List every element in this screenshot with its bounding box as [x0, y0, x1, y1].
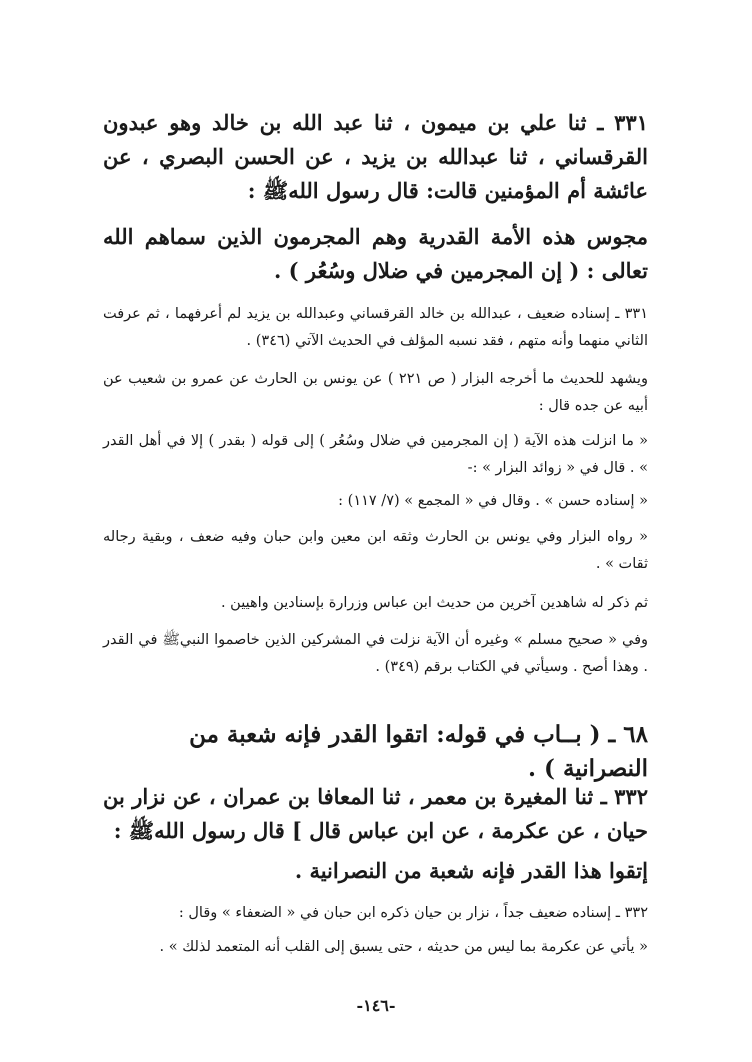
- hadith-332-matn: إتقوا هذا القدر فإنه شعبة من النصرانية .: [294, 858, 648, 883]
- note-331-muslim: وفي « صحيح مسلم » وغيره أن الآية نزلت في المشركين الذين خاصموا النبيﷺ في القدر . وهذا أصح . وسيأتي في الكتاب برقم (٣٤٩) .: [103, 632, 648, 675]
- note-331-quote: « ما انزلت هذه الآية ( إن المجرمين في ضلال وسُعُر ) إلى قوله ( بقدر ) إلا في أهل القدر » . قال في « زوائد البزار » :-: [103, 433, 648, 476]
- note-332-grading: ٣٣٢ ـ إسناده ضعيف جداً ، نزار بن حيان ذكره ابن حبان في « الضعفاء » وقال :: [178, 905, 648, 921]
- note-331-majma: « إسناده حسن » . وقال في « المجمع » (٧/ ١١٧) :: [338, 493, 648, 509]
- hadith-331-matn: مجوس هذه الأمة القدرية وهم المجرمون الذين سماهم الله تعالى : ( إن المجرمين في ضلال وسُعُر ) .: [103, 224, 648, 283]
- note-332-quote: « يأتي عن عكرمة بما ليس من حديثه ، حتى يسبق إلى القلب أنه المتعمد لذلك » .: [159, 939, 648, 955]
- chapter-68-heading: ٦٨ ـ ( بــاب في قوله: اتقوا القدر فإنه شعبة من النصرانية ) .: [189, 721, 648, 782]
- note-331-other-witnesses: ثم ذكر له شاهدين آخرين من حديث ابن عباس وزرارة بإسنادين واهيين .: [220, 595, 648, 611]
- note-331-witness: ويشهد للحديث ما أخرجه البزار ( ص ٢٢١ ) عن يونس بن الحارث عن عمرو بن شعيب عن أبيه عن جده قال :: [103, 371, 649, 414]
- page-number: -١٤٦-: [356, 996, 396, 1015]
- hadith-332-isnad: ٣٣٢ ـ ثنا المغيرة بن معمر ، ثنا المعافا بن عمران ، عن نزار بن حيان ، عن عكرمة ، عن ابن عباس قال ] قال رسول اللهﷺ :: [103, 784, 648, 843]
- note-331-bazzar: « رواه البزار وفي يونس بن الحارث وثقه ابن معين وابن حبان وفيه ضعف ، وبقية رجاله ثقات » .: [103, 529, 648, 572]
- hadith-331-isnad: ٣٣١ ـ ثنا علي بن ميمون ، ثنا عبد الله بن خالد وهو عبدون القرقساني ، ثنا عبدالله بن يزيد ، عن الحسن البصري ، عن عائشة أم المؤمنين قالت: قال رسول اللهﷺ :: [103, 110, 648, 203]
- note-331-grading: ٣٣١ ـ إسناده ضعيف ، عبدالله بن خالد القرقساني وعبدالله بن يزيد لم أعرفهما ، ثم عرفت الثاني منهما وأنه متهم ، فقد نسبه المؤلف في الحديث الآتي (٣٤٦) .: [103, 306, 648, 349]
